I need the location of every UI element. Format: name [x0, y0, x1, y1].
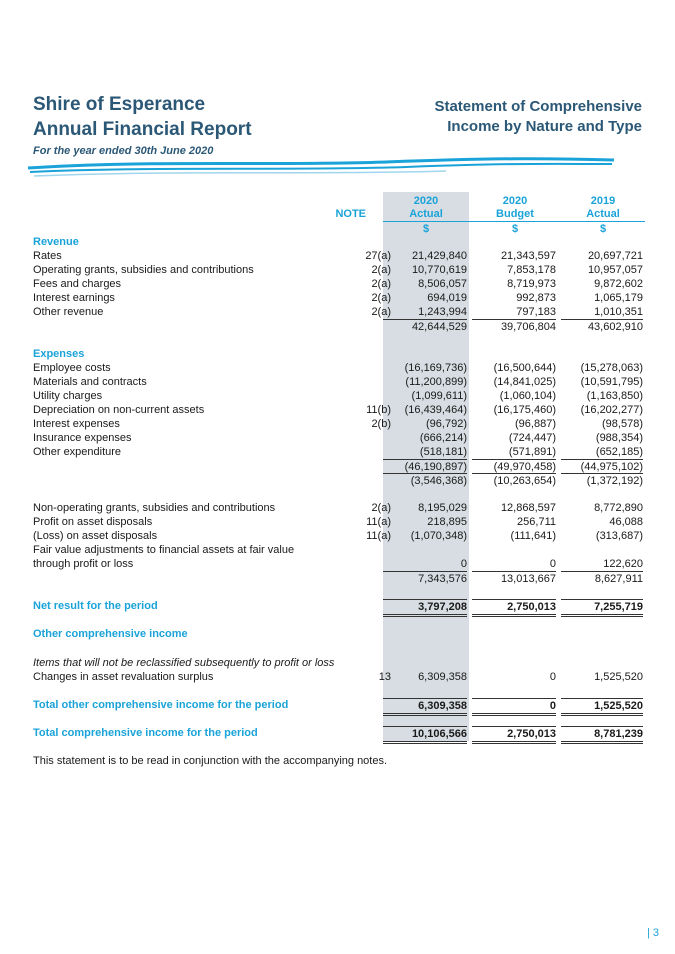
report-title: Annual Financial Report	[33, 119, 252, 140]
statement-title-line2: Income by Nature and Type	[447, 118, 642, 135]
table-row: Employee costs (16,169,736) (16,500,644) (15,278,063)	[33, 362, 643, 374]
table-row: Depreciation on non-current assets 11(b) (16,439,464) (16,175,460) (16,202,277)	[33, 404, 643, 416]
col1-label: Actual	[409, 208, 443, 220]
expenses-total-row: (46,190,897) (49,970,458) (44,975,102)	[33, 459, 643, 473]
col2-currency: $	[511, 223, 519, 235]
table-row: through profit or loss 0 0 122,620	[33, 558, 643, 570]
oci-heading: Other comprehensive income	[33, 628, 188, 640]
brand-wave-decoration	[26, 150, 616, 180]
expenses-net-row: (3,546,368) (10,263,654) (1,372,192)	[33, 473, 643, 487]
col3-currency: $	[599, 223, 607, 235]
revenue-total-row: 42,644,529 39,706,804 43,602,910	[33, 319, 643, 333]
table-row: Rates 27(a) 21,429,840 21,343,597 20,697,721	[33, 250, 643, 262]
col2-year: 2020	[502, 195, 528, 207]
table-row: Profit on asset disposals 11(a) 218,895 256,711 46,088	[33, 516, 643, 528]
table-row: Non-operating grants, subsidies and contributions 2(a) 8,195,029 12,868,597 8,772,890	[33, 502, 643, 514]
table-row: Other revenue 2(a) 1,243,994 797,183 1,010,351	[33, 306, 643, 318]
footer-note: This statement is to be read in conjunction with the accompanying notes.	[33, 755, 388, 767]
net-result-row: Net result for the period 3,797,208 2,750,013 7,255,719	[33, 599, 643, 616]
page-number: | 3	[646, 927, 659, 939]
nonop-total-row: 7,343,576 13,013,667 8,627,911	[33, 571, 643, 585]
report-period: For the year ended 30th June 2020	[33, 145, 214, 157]
expenses-heading: Expenses	[33, 348, 85, 360]
table-row: Insurance expenses (666,214) (724,447) (988,354)	[33, 432, 643, 444]
col3-label: Actual	[586, 208, 620, 220]
table-row: (Loss) on asset disposals 11(a) (1,070,348) (111,641) (313,687)	[33, 530, 643, 542]
table-row: Utility charges (1,099,611) (1,060,104) (1,163,850)	[33, 390, 643, 402]
report-header	[33, 93, 252, 157]
statement-title	[434, 97, 642, 137]
note-header: NOTE	[335, 208, 366, 220]
oci-total-row: Total other comprehensive income for the period 6,309,358 0 1,525,520	[33, 698, 643, 715]
table-row: Interest expenses 2(b) (96,792) (96,887) (98,578)	[33, 418, 643, 430]
table-row: Fees and charges 2(a) 8,506,057 8,719,973 9,872,602	[33, 278, 643, 290]
table-row: Materials and contracts (11,200,899) (14,841,025) (10,591,795)	[33, 376, 643, 388]
col2-label: Budget	[496, 208, 534, 220]
revenue-heading: Revenue	[33, 236, 79, 248]
organisation-name: Shire of Esperance	[33, 94, 206, 115]
table-row: Interest earnings 2(a) 694,019 992,873 1,065,179	[33, 292, 643, 304]
table-row: Other expenditure (518,181) (571,891) (652,185)	[33, 446, 643, 458]
table-row: Fair value adjustments to financial assets at fair value	[33, 544, 295, 556]
col1-currency: $	[422, 223, 430, 235]
table-row: Operating grants, subsidies and contributions 2(a) 10,770,619 7,853,178 10,957,057	[33, 264, 643, 276]
statement-title-line1: Statement of Comprehensive	[434, 98, 642, 115]
total-comprehensive-income-row: Total comprehensive income for the period 10,106,566 2,750,013 8,781,239	[33, 726, 643, 743]
header-rule	[383, 221, 645, 222]
table-row: Changes in asset revaluation surplus 13 6,309,358 0 1,525,520	[33, 671, 643, 683]
col3-year: 2019	[590, 195, 616, 207]
oci-items-note: Items that will not be reclassified subsequently to profit or loss	[33, 657, 335, 669]
col1-year: 2020	[413, 195, 439, 207]
